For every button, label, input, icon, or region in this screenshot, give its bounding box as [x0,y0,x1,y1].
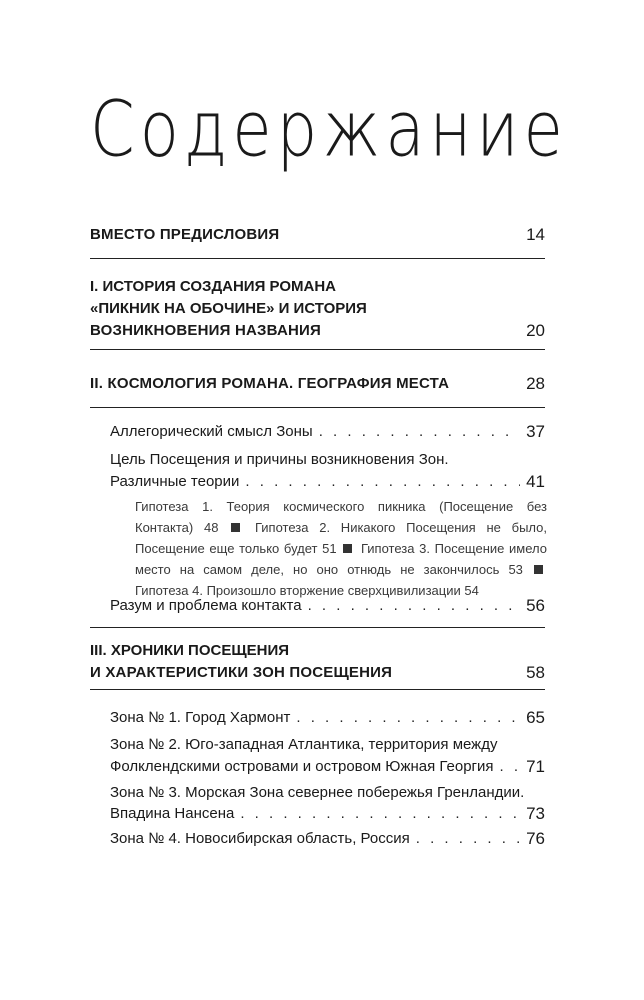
leader-dots [416,828,520,850]
toc-entry-label: Впадина Нансена [110,805,235,822]
toc-entry-label: ВМЕСТО ПРЕДИСЛОВИЯ [90,226,280,243]
toc-subentry-goal-line1[interactable]: Цель Посещения и причины возникновения Зон. [110,451,449,468]
toc-entry-label: Зона № 1. Город Хармонт [110,709,291,726]
square-bullet-icon [343,544,352,553]
toc-subentry-zone-1[interactable] [110,707,545,729]
toc-subentry-mind[interactable] [110,595,545,617]
hypothesis-4[interactable]: Гипотеза 4. Произошло вторжение сверхцивилизации 54 [135,583,479,598]
toc-subentry-zone-4[interactable] [110,828,545,850]
toc-entry-intro[interactable] [90,224,545,246]
toc-subentry-zone-2-line1[interactable]: Зона № 2. Юго-западная Атлантика, территория между [110,736,498,753]
leader-dots [240,803,520,825]
toc-page-number: 56 [526,596,545,615]
toc-subentry-zone-3[interactable] [110,803,545,825]
leader-dots [296,707,520,729]
toc-entry-label: Различные теории [110,473,240,490]
square-bullet-icon [231,523,240,532]
toc-entry-label-line: И ХАРАКТЕРИСТИКИ ЗОН ПОСЕЩЕНИЯ [90,664,393,681]
leader-dots [308,595,521,617]
hypothesis-2[interactable]: Гипотеза 2. Никакого Посещения не было, Посещение еще только будет 51 [135,520,547,556]
hypotheses-list [135,496,547,601]
toc-page-number: 37 [526,422,545,441]
toc-entry-label-line: III. ХРОНИКИ ПОСЕЩЕНИЯ [90,642,290,659]
toc-entry-section-3[interactable] [90,640,545,684]
divider [90,407,545,408]
divider [90,258,545,259]
toc-entry-label: Фолклендскими островами и островом Южная Георгия [110,758,494,775]
divider [90,689,545,690]
toc-page-number: 41 [526,472,545,491]
toc-page-number: 20 [526,321,545,340]
toc-subentry-zone-2[interactable] [110,756,545,778]
hypothesis-1[interactable]: Гипотеза 1. Теория космического пикника (Посещение без Контакта) 48 [135,499,547,535]
toc-entry-label: Зона № 4. Новосибирская область, Россия [110,830,410,847]
divider [90,627,545,628]
toc-subentry-zone-3-line1[interactable]: Зона № 3. Морская Зона севернее побережья Гренландии. [110,784,525,801]
toc-page-number: 28 [526,374,545,393]
leader-dots [500,756,521,778]
toc-entry-label-line: I. ИСТОРИЯ СОЗДАНИЯ РОМАНА [90,278,337,295]
toc-entry-label-line: ВОЗНИКНОВЕНИЯ НАЗВАНИЯ [90,322,321,339]
toc-page-number: 58 [526,663,545,682]
square-bullet-icon [534,565,543,574]
toc-subentry-allegory[interactable] [110,421,545,443]
toc-subentry-goal[interactable] [110,471,545,493]
toc-entry-label: II. КОСМОЛОГИЯ РОМАНА. ГЕОГРАФИЯ МЕСТА [90,375,450,392]
leader-dots [319,421,520,443]
toc-entry-label: Разум и проблема контакта [110,597,302,614]
toc-entry-section-2[interactable] [90,373,545,395]
toc-page-number: 73 [526,804,545,823]
toc-entry-section-1[interactable] [90,276,545,342]
hypothesis-3[interactable]: Гипотеза 3. Посещение имело место на самом деле, но оно отнюдь не закончилось 53 [135,541,547,577]
toc-page-number: 65 [526,708,545,727]
toc-page-number: 76 [526,829,545,848]
divider [90,349,545,350]
toc-page-number: 14 [526,225,545,244]
toc-entry-label-line: «ПИКНИК НА ОБОЧИНЕ» И ИСТОРИЯ [90,300,367,317]
toc-entry-label: Аллегорический смысл Зоны [110,423,313,440]
page-title: Содержание [90,86,568,175]
leader-dots [245,471,520,493]
toc-page-number: 71 [526,757,545,776]
